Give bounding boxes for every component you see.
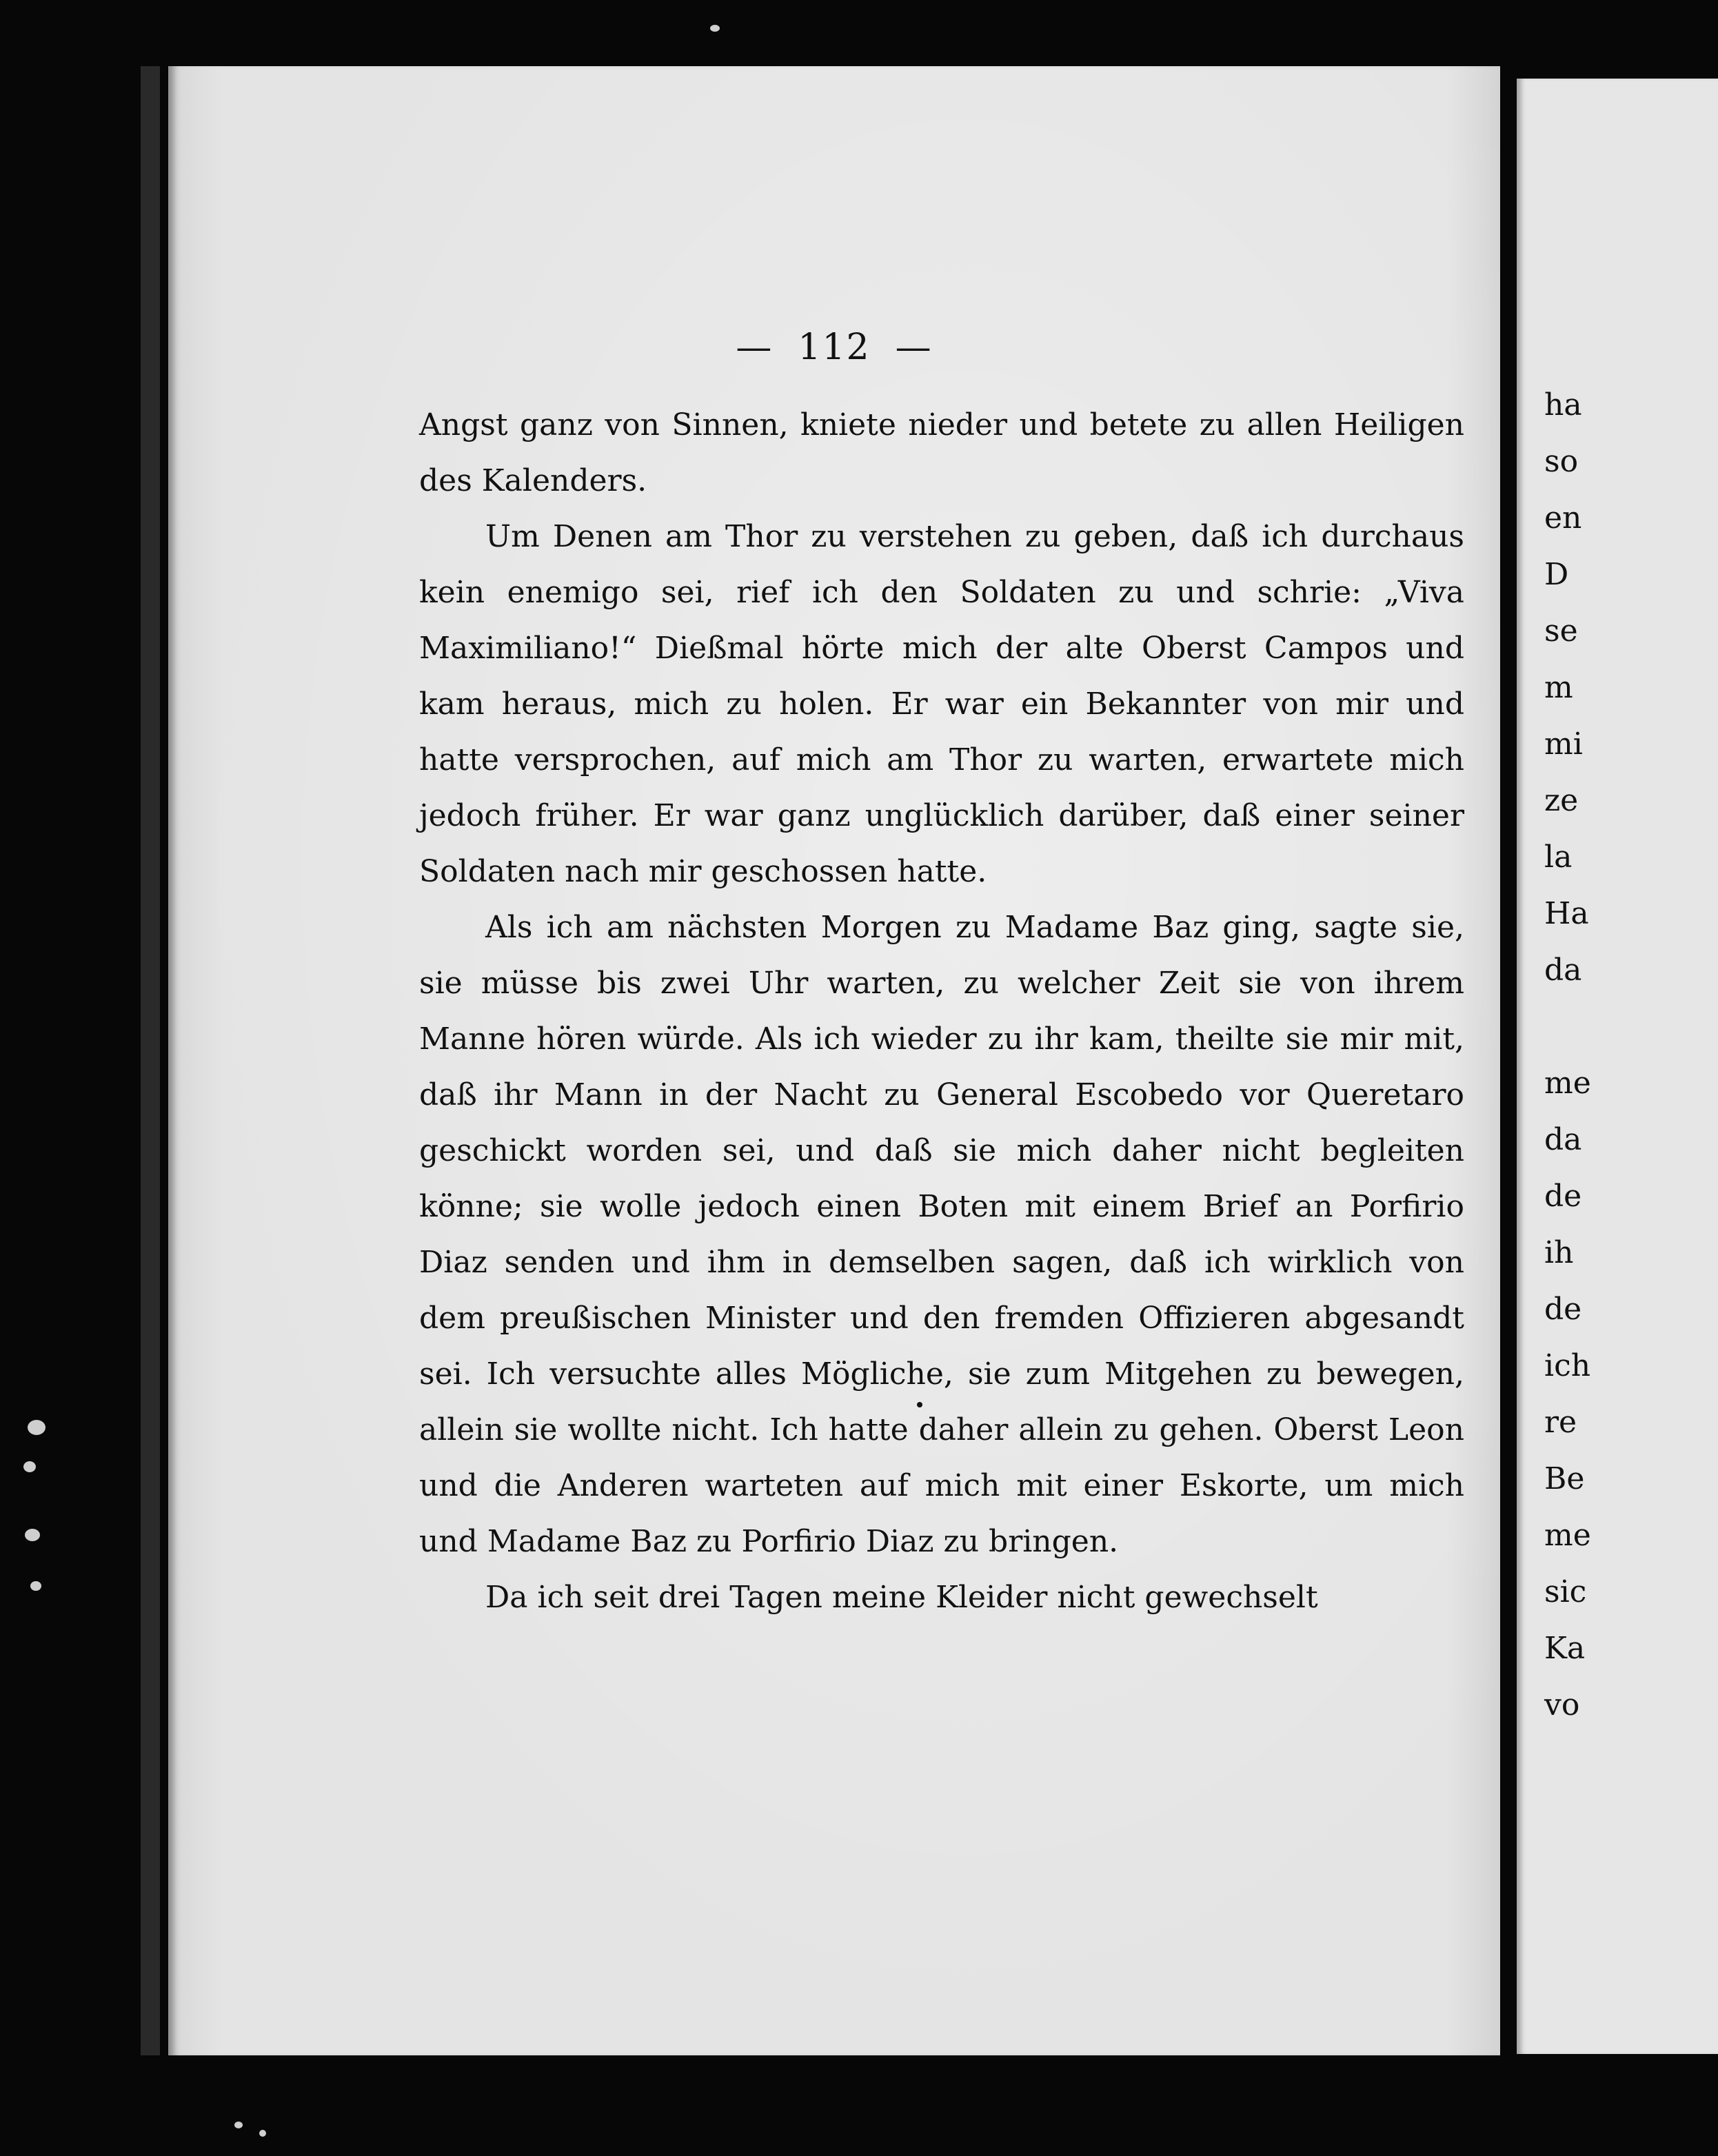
- left-page: [168, 66, 1500, 2055]
- paragraph: Da ich seit drei Tagen meine Kleider nicht gewechselt: [485, 1580, 1318, 1615]
- fragment-line: ich: [1544, 1348, 1591, 1383]
- paragraph: Angst ganz von Sinnen, kniete nieder und betete zu allen Heiligen des Kalenders.: [419, 407, 1464, 498]
- fragment-line: D: [1544, 557, 1569, 592]
- scan-speck: [234, 2122, 243, 2128]
- fragment-line: de: [1544, 1179, 1582, 1214]
- folio-dash-left: —: [736, 327, 774, 368]
- fragment-line: re: [1544, 1405, 1577, 1440]
- fragment-line: da: [1544, 1122, 1582, 1157]
- fragment-line: en: [1544, 500, 1582, 536]
- fragment-line: mi: [1544, 726, 1583, 762]
- fragment-line: me: [1544, 1518, 1591, 1553]
- scan-speck: [30, 1581, 41, 1591]
- paragraph: Als ich am nächsten Morgen zu Madame Baz ging, sagte sie, sie müsse bis zwei Uhr warten, zu welcher Zeit sie von ihrem Manne hören würde. Als ich wieder zu ihr kam, theilte sie mir mit, daß ihr Mann in der Nacht zu General Escobedo vor Queretaro geschickt worden sei, und daß sie mich daher nicht begleiten könne; sie wolle jedoch einen Boten mit einem Brief an Porfirio Diaz senden und ihm in demselben sagen, daß ich wirklich von dem preußischen Minister und den fremden Offizieren abgesandt sei. Ich versuchte alles Mögliche, sie zum Mitgehen zu bewegen, allein sie wollte nicht. Ich hatte daher allein zu gehen. Oberst Leon und die Anderen warteten auf mich mit einer Eskorte, um mich und Madame Baz zu Porfirio Diaz zu bringen.: [419, 910, 1464, 1559]
- scan-speck: [23, 1461, 36, 1472]
- page-number: 112: [798, 327, 871, 368]
- fragment-line: ze: [1544, 783, 1579, 818]
- fragment-line: de: [1544, 1292, 1582, 1327]
- fragment-line: me: [1544, 1066, 1591, 1101]
- fragment-line: se: [1544, 613, 1578, 649]
- fragment-line: sic: [1544, 1574, 1587, 1609]
- scan-speck: [25, 1529, 40, 1541]
- paragraph: Um Denen am Thor zu verstehen zu geben, daß ich durchaus kein enemigo sei, rief ich den Soldaten zu und schrie: „Viva Maximiliano!“ Dießmal hörte mich der alte Oberst Campos und kam heraus, mich zu holen. Er war ein Bekannter von mir und hatte versprochen, auf mich am Thor zu warten, erwartete mich jedoch früher. Er war ganz unglücklich darüber, daß einer seiner Soldaten nach mir geschossen hatte.: [419, 519, 1464, 889]
- fragment-line: da: [1544, 953, 1582, 988]
- fragment-line: Be: [1544, 1461, 1585, 1496]
- page-number-header: [168, 327, 1500, 368]
- fragment-line: vo: [1544, 1687, 1580, 1722]
- scan-speck: [710, 25, 720, 32]
- ink-dot: [917, 1402, 922, 1407]
- fragment-line: m: [1544, 670, 1573, 705]
- fragment-line: ih: [1544, 1235, 1574, 1270]
- scan-speck: [259, 2130, 266, 2137]
- folio-dash-right: —: [895, 327, 933, 368]
- fragment-line: Ka: [1544, 1631, 1586, 1666]
- fragment-line: Ha: [1544, 896, 1589, 931]
- fragment-line: la: [1544, 840, 1573, 875]
- body-text: [419, 397, 1464, 1625]
- fragment-line: so: [1544, 444, 1579, 479]
- fragment-line: ha: [1544, 387, 1582, 423]
- scan-speck: [28, 1420, 46, 1435]
